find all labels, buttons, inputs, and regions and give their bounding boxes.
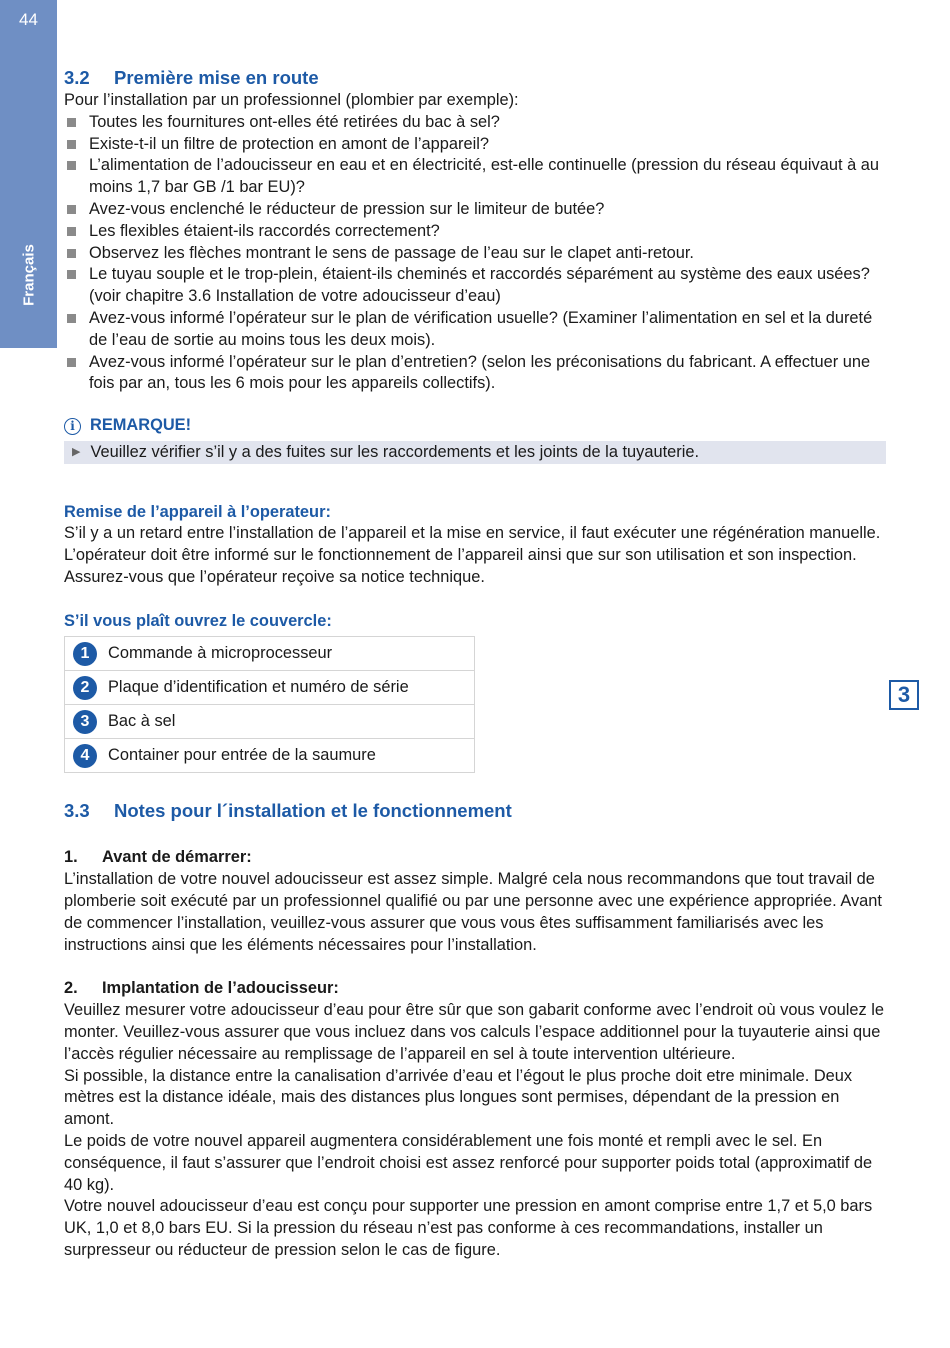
section-number: 3.3 (64, 800, 90, 822)
subsection-1-heading: 1. Avant de démarrer: (64, 848, 252, 867)
section-3-3-heading (64, 799, 886, 823)
section-title: Première mise en route (114, 67, 319, 88)
square-bullet-icon (67, 358, 76, 367)
square-bullet-icon (67, 161, 76, 170)
square-bullet-icon (67, 227, 76, 236)
page-content (64, 66, 886, 1262)
table-row (65, 739, 475, 773)
square-bullet-icon (67, 270, 76, 279)
number-circle-icon: 3 (73, 710, 97, 734)
handover-heading: Remise de l’appareil à l’operateur: (64, 502, 331, 521)
language-label: Français (20, 244, 38, 306)
remark-heading (64, 415, 886, 437)
checklist (64, 112, 886, 395)
number-circle-icon: 1 (73, 642, 97, 666)
section-number: 3.2 (64, 67, 90, 88)
subsection-2-paragraph: Le poids de votre nouvel appareil augmentera considérablement une fois monté et rempli avec le sel. En conséquence, il faut s’assurer que l’endroit choisi est assez renforcé pour supporter poids total (approximatif de 40 kg). (64, 1131, 873, 1194)
page-number: 44 (19, 10, 38, 29)
square-bullet-icon (67, 249, 76, 258)
list-item: L’alimentation de l’adoucisseur en eau et en électricité, est-elle continuelle (pression du réseau équivaut à au moins 1,7 bar GB /1 bar EU)? (64, 155, 886, 199)
list-item: Le tuyau souple et le trop-plein, étaient-ils cheminés et raccordés séparément au système des eaux usées? (voir chapitre 3.6 Installation de votre adoucisseur d’eau) (64, 264, 886, 308)
parts-table (64, 636, 475, 773)
subsection-2-paragraph: Veuillez mesurer votre adoucisseur d’eau pour être sûr que son gabarit conforme avec l’endroit où vous voulez le monter. Veuillez-vous assurer que vous incluez dans vos calculs l’espace additionnel pour la tuyauterie ainsi que l’accès régulier nécessaire au remplissage de l’appareil en sel à toute intervention ultérieure. (64, 1001, 884, 1063)
cover-heading: S’il vous plaît ouvrez le couvercle: (64, 612, 332, 631)
chapter-marker: 3 (889, 680, 919, 710)
remark-text: Veuillez vérifier s’il y a des fuites sur les raccordements et les joints de la tuyauterie. (90, 442, 700, 461)
square-bullet-icon (67, 140, 76, 149)
section-3-2-heading (64, 66, 886, 90)
list-item: Avez-vous enclenché le réducteur de pression sur le limiteur de butée? (64, 199, 886, 221)
list-item: Avez-vous informé l’opérateur sur le plan de vérification usuelle? (Examiner l’alimentation en sel et la dureté de l’eau de sortie au moins tous les deux mois). (64, 308, 886, 352)
list-item: Observez les flèches montrant le sens de passage de l’eau sur le clapet anti-retour. (64, 243, 886, 265)
table-row (65, 705, 475, 739)
number-circle-icon: 4 (73, 744, 97, 768)
part-label: Commande à microprocesseur (105, 637, 475, 671)
language-side-tab (0, 0, 57, 348)
handover-text: S’il y a un retard entre l’installation de l’appareil et la mise en service, il faut exécuter une régénération manuelle. L’opérateur doit être informé sur le fonctionnement de l’appareil ainsi que sur son utilisation et son inspection. Assurez-vous que l’opérateur reçoive sa notice technique. (64, 523, 881, 586)
section-title: Notes pour l´installation et le fonctionnement (114, 800, 512, 822)
remark-box (64, 441, 886, 464)
remark-title: REMARQUE! (90, 416, 192, 435)
square-bullet-icon (67, 314, 76, 323)
list-item: Toutes les fournitures ont-elles été retirées du bac à sel? (64, 112, 886, 134)
square-bullet-icon (67, 205, 76, 214)
subsection-2-heading: 2. Implantation de l’adoucisseur: (64, 979, 339, 998)
subsection-2-paragraph: Si possible, la distance entre la canalisation d’arrivée d’eau et l’égout le plus proche doit etre minimale. Deux mètres est la distance idéale, mais des distances plus longues sont permises, dépendant de la pression en amont. (64, 1066, 853, 1129)
triangle-arrow-icon: ▶ (72, 445, 81, 458)
square-bullet-icon (67, 118, 76, 127)
section-intro: Pour l’installation par un professionnel (plombier par exemple): (64, 91, 519, 109)
number-circle-icon: 2 (73, 676, 97, 700)
list-item: Avez-vous informé l’opérateur sur le plan d’entretien? (selon les préconisations du fabricant. A effectuer une fois par an, tous les 6 mois pour les appareils collectifs). (64, 352, 886, 396)
subsection-2-paragraph: Votre nouvel adoucisseur d’eau est conçu pour supporter une pression en amont comprise entre 1,7 et 5,0 bars UK, 1,0 et 8,0 bars EU. Si la pression du réseau n’est pas conforme à ces recommandations, installer un surpresseur ou réducteur de pression selon le cas de figure. (64, 1197, 873, 1259)
table-row (65, 671, 475, 705)
subsection-1-text: L’installation de votre nouvel adoucisseur est assez simple. Malgré cela nous recommandons que tout travail de plomberie soit exécuté par un professionnel qualifié ou par une personne avec une expérience appropriée. Avant de commencer l’installation, veuillez-vous assurer que vous vous êtes suffisamment familiarisés avec les instructions ainsi que les éléments nécessaires pour l’installation. (64, 870, 882, 954)
list-item: Les flexibles étaient-ils raccordés correctement? (64, 221, 886, 243)
list-item: Existe-t-il un filtre de protection en amont de l’appareil? (64, 134, 886, 156)
table-row (65, 637, 475, 671)
info-icon: i (64, 418, 81, 435)
part-label: Plaque d’identification et numéro de série (105, 671, 475, 705)
part-label: Container pour entrée de la saumure (105, 739, 475, 773)
part-label: Bac à sel (105, 705, 475, 739)
